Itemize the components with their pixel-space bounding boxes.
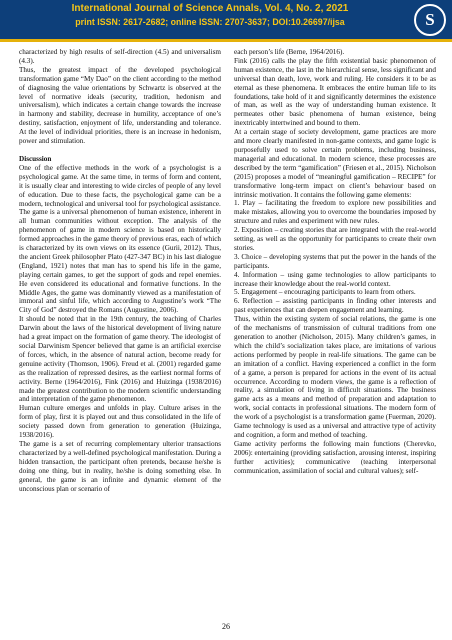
paragraph: One of the effective methods in the work of a psychologist is a psychological game. At the same time, in terms of form and content, it is usually clear and interesting to wide circles of people of any level of education. Due to these facts, the psychological game can be a modern, technological and universal tool for psychological assistance. bbox=[19, 163, 221, 208]
journal-title: International Journal of Science Annals, Vol. 4, No. 2, 2021 bbox=[71, 3, 349, 14]
list-item: 5. Engagement – encouraging participants to learn from others. bbox=[234, 288, 416, 297]
paragraph: The game is a universal phenomenon of human existence, inherent in all human communities without exception. The analysis of the phenomenon of game in modern science is based on historically formed approaches in the game theory of previous eras, each of which is characterized by its own views on its essence (Gurii, 2012). Thus, the ancient Greek philosopher Plato (427-347 BC) in his last dialogue (England, 1921) notes that man has to spend his life in the game, playing certain games, to get the support of gods and repel enemies. He even considered its educational and formative functions. In the Middle Ages, the game was dominantly viewed as a manifestation of immoral and sinful life, which according to Augustine’s work “The City of God” destroyed the Romans (Augustine, 2006). bbox=[19, 208, 221, 315]
journal-logo-icon bbox=[414, 4, 446, 36]
left-column bbox=[19, 48, 221, 493]
section-heading-discussion: Discussion bbox=[19, 154, 52, 163]
journal-header bbox=[0, 0, 452, 42]
page-number: 26 bbox=[222, 622, 230, 631]
paragraph: each person’s life (Berne, 1964/2016). bbox=[234, 48, 345, 56]
paragraph: Fink (2016) calls the play the fifth existential basic phenomenon of human existence, the last in the hierarchical sense, less significant and universal than death, love, work and ruling. He considers it to be as eternal as these phenomena. It embraces the entire human life to its foundations, take hold of it and significantly determines the existence of man, as well as the way of understanding human existence. It permeates other basic phenomena of human existence, being inextricably intertwined and bound to them. bbox=[234, 56, 436, 128]
list-item: 4. Information – using game technologies to allow participants to increase their knowledge about the real-world context. bbox=[234, 270, 436, 288]
paragraph: Thus, the greatest impact of the developed psychological transformation game “My Dao” on the client according to the method of diagnosing the value orientations by Schwartz is observed at the level of normative ideals (security, tradition, hedonism and universalism), which indicates a certain change towards the increase in harmony and stability, decrease in humility, acceptance of one’s destiny, satisfaction, enjoyment of life, understanding and tolerance. At the level of individual priorities, there is an increase in hedonism, power and stimulation. bbox=[19, 65, 221, 146]
list-item: 2. Exposition – creating stories that are integrated with the real-world setting, as well as the opportunity for participants to create their own stories. bbox=[234, 226, 436, 252]
right-column bbox=[234, 48, 436, 476]
paragraph: characterized by high results of self-direction (4.5) and universalism (4.3). bbox=[19, 48, 221, 65]
journal-issn-doi: print ISSN: 2617-2682; online ISSN: 2707-3637; DOI:10.26697/ijsa bbox=[75, 17, 345, 27]
list-item: 1. Play – facilitating the freedom to explore new possibilities and make mistakes, allowing you to overcome the boundaries imposed by structure and rules and experiment with new rules. bbox=[234, 199, 436, 226]
list-item: 3. Choice – developing systems that put the power in the hands of the participants. bbox=[234, 252, 436, 270]
paragraph: At a certain stage of society development, game practices are more and more clearly manifested in non-game contexts, and game logic is purposefully used to solve certain problems, including business, managerial and educational. In modern science, these processes are described by the term “gamification” (Friesen et al., 2015). Nicholson (2015) proposes a model of “meaningful gamification – RECIPE” for transformative long-term impact on client’s behaviour based on intrinsic motivation. It contains the following game elements: bbox=[234, 128, 436, 199]
paragraph: Game activity performs the following main functions (Cherevko, 2006): entertaining (providing satisfaction, arousing interest, inspiring further activities); communicative (teaching interpersonal communication, assimilation of social and cultural values); self- bbox=[234, 439, 437, 475]
paragraph: Thus, within the existing system of social relations, the game is one of the mechanisms of transmission of cultural traditions from one generation to another (Nicholson, 2015). Many children’s games, in which the child’s socialization takes place, are imitations of various actions performed by people in real-life situations. The game can be an imitation of a conflict. Having experienced a conflict in the form of a game, a person is prepared for actions in the event of its actual occurrence. According to modern views, the game is a reflection of reality, a simulation of living in difficult situations. The business game acts as a means and method of preparation and adaptation to work, social contacts in professional situations. The modern form of the work of a psychologist is a transformation game (Fuerman, 2020). Game technology is used as a universal and attractive type of activity and cognition, a form and method of teaching. bbox=[234, 315, 436, 439]
list-item: 6. Reflection – assisting participants in finding other interests and past experiences that can deepen engagement and learning. bbox=[234, 297, 436, 315]
paragraph: It should be noted that in the 19th century, the teaching of Charles Darwin about the laws of the historical development of living nature had a great impact on the formation of game theory. The ideologist of social Darwinism Spencer believed that game is an artificial exercise of forces, which, in the absence of natural action, become ready for genuine activity (Thomson, 1906). Freud et al. (2001) regarded game as the realization of repressed desires, as the earliest normal forms of activity. Berne (1964/2016), Fink (2016) and Huizinga (1938/2016) made the greatest contribution to the modern scientific understanding and interpretation of the game phenomenon. bbox=[19, 315, 221, 404]
paragraph: Human culture emerges and unfolds in play. Culture arises in the form of play, first it is played out and thus consolidated in the life of society passed down from generation to generation (Huizinga, 1938/2016). bbox=[19, 404, 221, 440]
logo-letter: S bbox=[425, 10, 435, 29]
header-stripe bbox=[0, 39, 452, 42]
paragraph: The game is a set of recurring complementary ulterior transactions characterized by a well-defined psychological manifestation. During a hidden transaction, the participant often pretends, because he/she is doing one thing, but in reality, he/she is doing something else. In general, the game is an infinite and dynamic element of the unconscious plan or scenario of bbox=[19, 439, 221, 493]
